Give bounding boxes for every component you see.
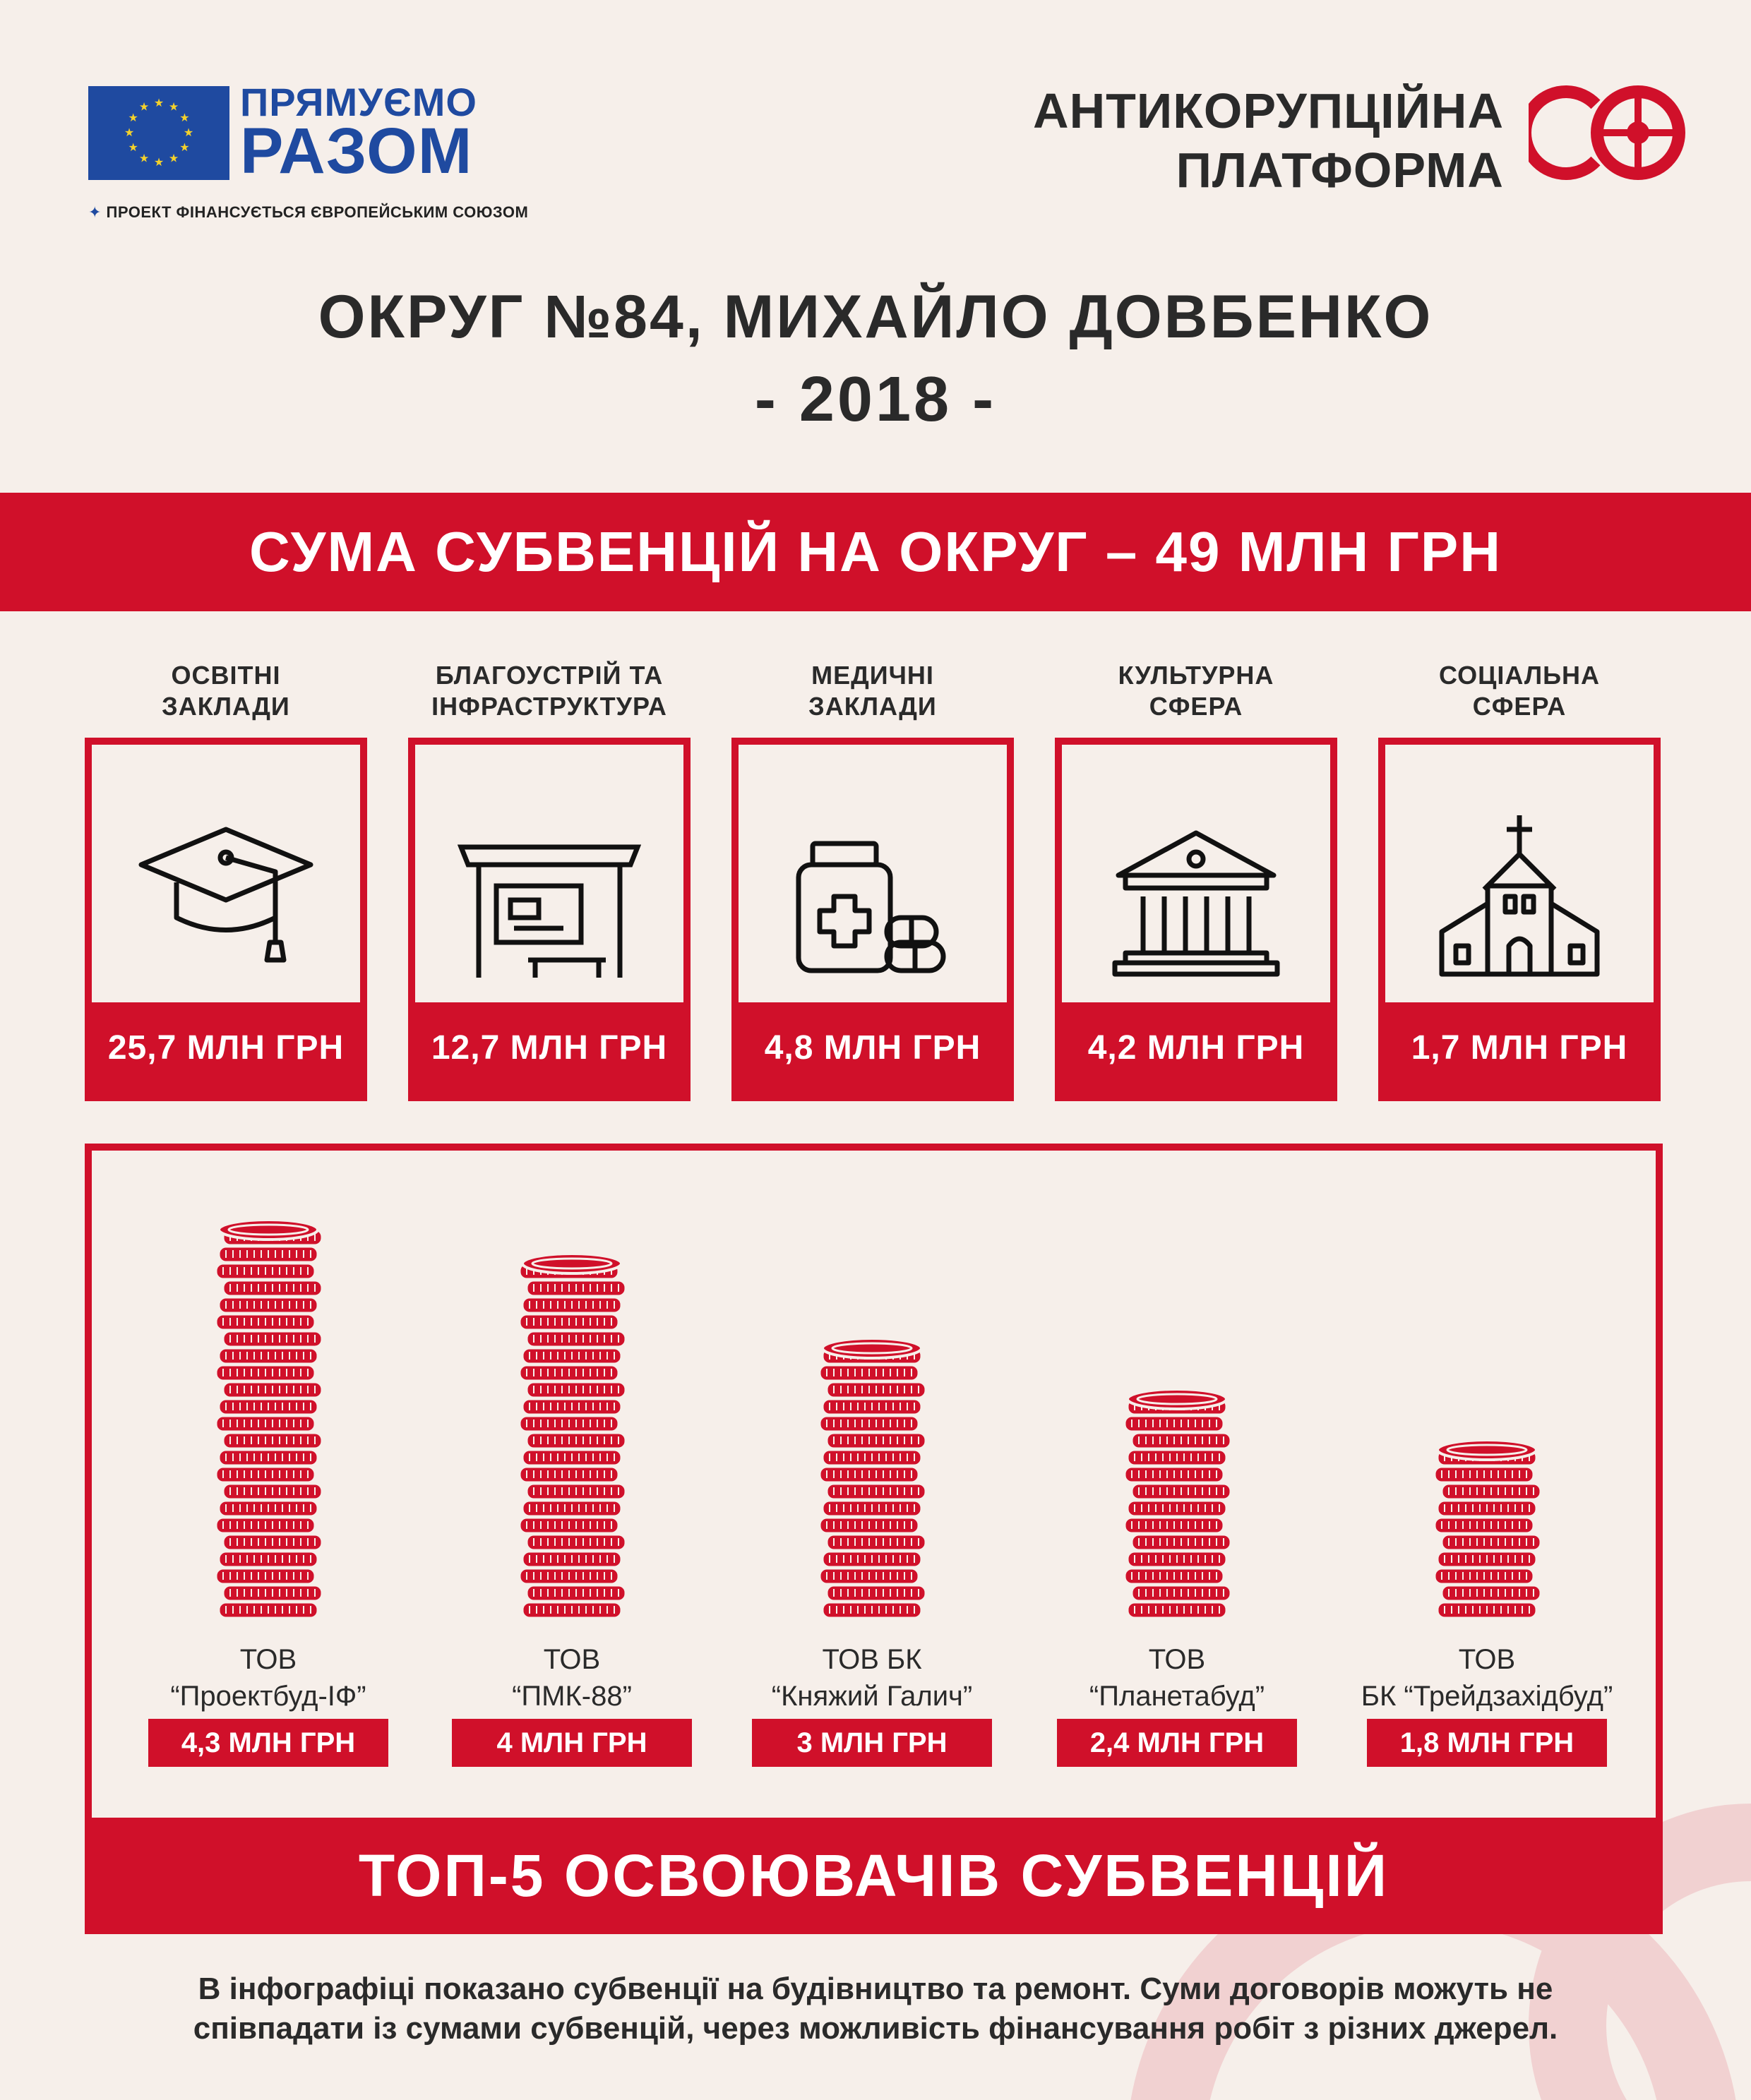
contractor-value: 1,8 МЛН ГРН: [1367, 1719, 1607, 1767]
contractor-value: 2,4 МЛН ГРН: [1057, 1719, 1297, 1767]
svg-text:★: ★: [124, 127, 135, 139]
category-value: 4,8 МЛН ГРН: [739, 1002, 1007, 1094]
category-card: [1378, 738, 1661, 1101]
top5-banner: ТОП-5 ОСВОЮВАЧІВ СУБВЕНЦІЙ: [85, 1818, 1663, 1934]
coin-stack-bar: [520, 1254, 626, 1618]
coin-stack-bar: [1435, 1440, 1541, 1618]
footnote: В інфографіці показано субвенції на будівництво та ремонт. Суми договорів можуть не співпадати із сумами субвенцій, через можливість фінансування робіт з різних джерел.: [193, 1972, 1558, 2046]
eu-flag-logo: [88, 86, 229, 180]
svg-text:★: ★: [179, 112, 190, 124]
category-card: [1055, 738, 1337, 1101]
category-label: БЛАГОУСТРІЙ ТА ІНФРАСТРУКТУРА: [431, 661, 667, 721]
category-card: [408, 738, 691, 1101]
svg-text:★: ★: [179, 142, 190, 154]
coin-stack-bar: [820, 1338, 926, 1618]
category-card: [85, 738, 367, 1101]
page-year: - 2018 -: [754, 364, 997, 435]
museum-icon: [1104, 766, 1288, 985]
category-card: [731, 738, 1014, 1101]
svg-text:★: ★: [168, 101, 179, 114]
contractor-name: ТОВ БК “Княжий Галич”: [771, 1644, 973, 1712]
bus-stop-icon: [458, 766, 641, 985]
svg-text:★: ★: [183, 127, 194, 139]
coin-stack-bar: [216, 1220, 322, 1618]
svg-text:★: ★: [138, 152, 150, 165]
category-label: ОСВІТНІ ЗАКЛАДИ: [162, 661, 290, 721]
church-icon: [1428, 766, 1611, 985]
total-subsidies-banner: СУМА СУБВЕНЦІЙ НА ОКРУГ – 49 МЛН ГРН: [0, 493, 1751, 611]
contractor-name: ТОВ “ПМК-88”: [512, 1644, 632, 1712]
svg-text:★: ★: [168, 152, 179, 165]
svg-text:★: ★: [138, 101, 150, 114]
contractor-value: 3 МЛН ГРН: [752, 1719, 992, 1767]
svg-text:★: ★: [153, 97, 165, 109]
page-title: ОКРУГ №84, МИХАЙЛО ДОВБЕНКО: [318, 283, 1433, 351]
contractor-name: ТОВ “Планетабуд”: [1089, 1644, 1265, 1712]
contractor-value: 4,3 МЛН ГРН: [148, 1719, 388, 1767]
svg-text:★: ★: [153, 157, 165, 169]
category-value: 25,7 МЛН ГРН: [92, 1002, 360, 1094]
eu-funding-note: ✦ ПРОЕКТ ФІНАНСУЄТЬСЯ ЄВРОПЕЙСЬКИМ СОЮЗОМ: [88, 203, 529, 221]
svg-text:★: ★: [128, 112, 138, 124]
platform-name: АНТИКОРУПЦІЙНА ПЛАТФОРМА: [1033, 83, 1504, 198]
category-label: СОЦІАЛЬНА СФЕРА: [1439, 661, 1600, 721]
category-label: МЕДИЧНІ ЗАКЛАДИ: [808, 661, 937, 721]
contractor-value: 4 МЛН ГРН: [452, 1719, 692, 1767]
svg-text:★: ★: [128, 142, 138, 154]
coin-stack-bar: [1125, 1389, 1231, 1618]
category-value: 4,2 МЛН ГРН: [1062, 1002, 1330, 1094]
brand-name-line2: РАЗОМ: [240, 115, 473, 187]
contractor-name: ТОВ БК “Трейдзахідбуд”: [1361, 1644, 1613, 1712]
category-value: 12,7 МЛН ГРН: [415, 1002, 683, 1094]
category-label: КУЛЬТУРНА СФЕРА: [1118, 661, 1274, 721]
coin-stack-chart: [92, 1158, 1656, 1652]
eu-note-marker-icon: ✦: [88, 203, 107, 221]
contractor-name: ТОВ “Проектбуд-ІФ”: [170, 1644, 366, 1712]
category-value: 1,7 МЛН ГРН: [1385, 1002, 1654, 1094]
platform-logo-icon: [1529, 76, 1691, 189]
graduation-cap-icon: [134, 766, 318, 985]
eu-stars-icon: [88, 86, 229, 180]
brand-name-line1: ПРЯМУЄМО: [240, 80, 477, 124]
medicine-icon: [781, 766, 964, 985]
